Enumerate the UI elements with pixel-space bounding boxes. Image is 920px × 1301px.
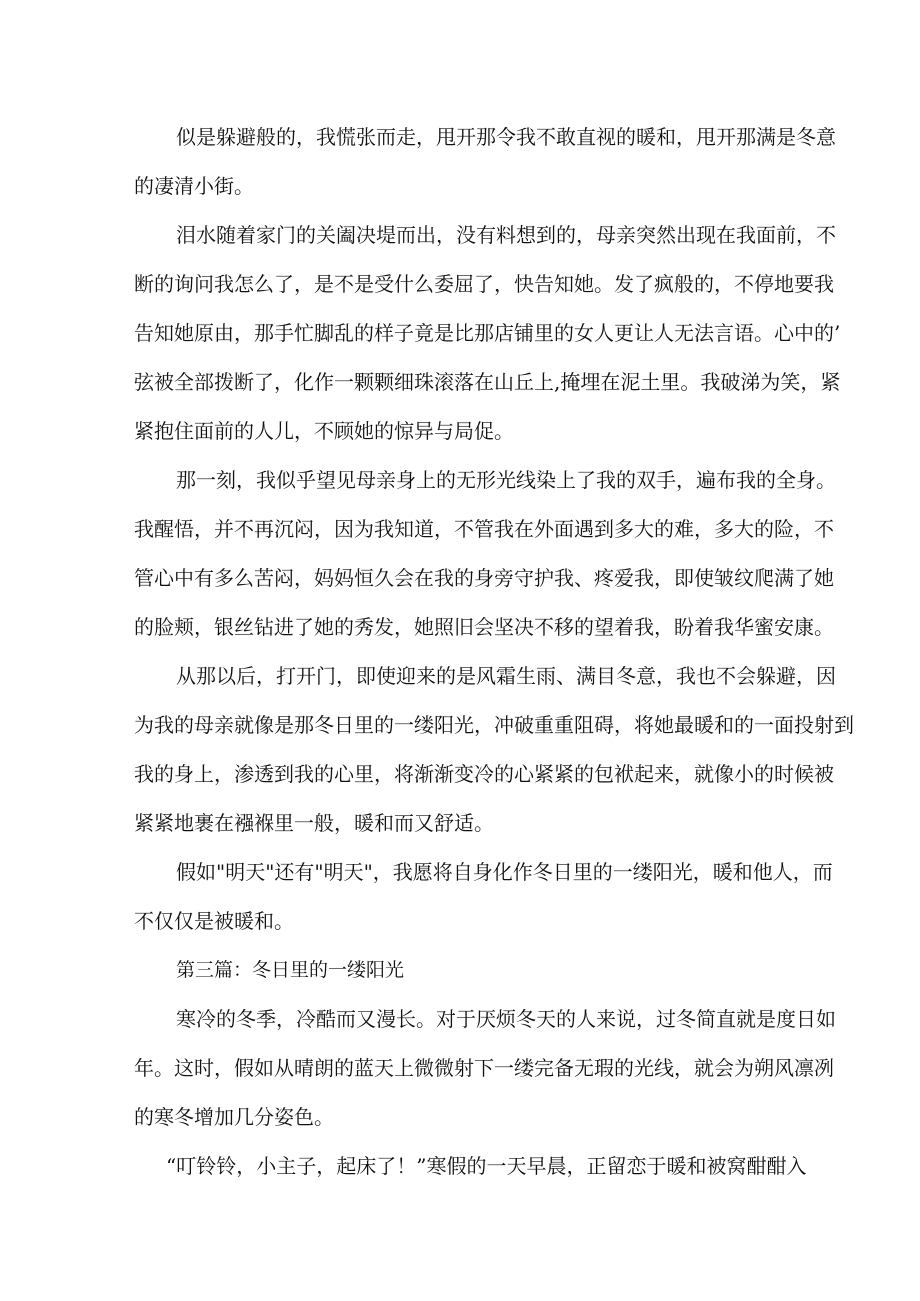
paragraph-line: 年。这时，假如从晴朗的蓝天上微微射下一缕完备无瑕的光线，就会为朔风凛冽 xyxy=(134,1056,834,1080)
paragraph-line: 弦被全部拨断了，化作一颗颗细珠滚落在山丘上,掩埋在泥土里。我破涕为笑，紧 xyxy=(134,370,841,394)
paragraph-line: 我的身上，渗透到我的心里，将渐渐变冷的心紧紧的包袱起来，就像小的时候被 xyxy=(134,762,834,786)
paragraph-line: 假如"明天"还有"明天"，我愿将自身化作冬日里的一缕阳光，暖和他人，而 xyxy=(176,860,833,884)
paragraph-line: 紧紧地裹在襁褓里一般，暖和而又舒适。 xyxy=(134,811,494,835)
paragraph-line: 为我的母亲就像是那冬日里的一缕阳光，冲破重重阻碍，将她最暖和的一面投射到 xyxy=(134,713,854,737)
paragraph-line: 泪水随着家门的关阖决堤而出，没有料想到的，母亲突然出现在我面前，不 xyxy=(176,223,836,247)
paragraph-line: 从那以后，打开门，即使迎来的是风霜生雨、满目冬意，我也不会躲避，因 xyxy=(176,664,836,688)
paragraph-line: 的脸颊，银丝钻进了她的秀发，她照旧会坚决不移的望着我，盼着我华蜜安康。 xyxy=(134,615,834,639)
paragraph-line: 的寒冬增加几分姿色。 xyxy=(134,1105,334,1129)
paragraph-line: 紧抱住面前的人儿，不顾她的惊异与局促。 xyxy=(134,419,514,443)
paragraph-line: 的凄清小街。 xyxy=(134,174,254,198)
paragraph-line: 似是躲避般的，我慌张而走，甩开那令我不敢直视的暖和，甩开那满是冬意 xyxy=(176,125,836,149)
section-heading: 第三篇：冬日里的一缕阳光 xyxy=(176,959,405,981)
paragraph-line: 那一刻，我似乎望见母亲身上的无形光线染上了我的双手，遍布我的全身。 xyxy=(176,468,836,492)
paragraph-line: 告知她原由，那手忙脚乱的样子竟是比那店铺里的女人更让人无法言语。心中的’ xyxy=(134,321,841,345)
paragraph-line: 不仅仅是被暖和。 xyxy=(134,909,294,933)
paragraph-line: 断的询问我怎么了，是不是受什么委屈了，快告知她。发了疯般的，不停地要我 xyxy=(134,272,834,296)
paragraph-line: 寒冷的冬季，冷酷而又漫长。对于厌烦冬天的人来说，过冬简直就是度日如 xyxy=(176,1007,836,1031)
paragraph-line: 管心中有多么苦闷，妈妈恒久会在我的身旁守护我、疼爱我，即使皱纹爬满了她 xyxy=(134,566,834,590)
paragraph-line: 我醒悟，并不再沉闷，因为我知道，不管我在外面遇到多大的难，多大的险，不 xyxy=(134,517,834,541)
paragraph-line: “叮铃铃，小主子，起床了！”寒假的一天早晨，正留恋于暖和被窝酣酣入 xyxy=(166,1154,807,1178)
